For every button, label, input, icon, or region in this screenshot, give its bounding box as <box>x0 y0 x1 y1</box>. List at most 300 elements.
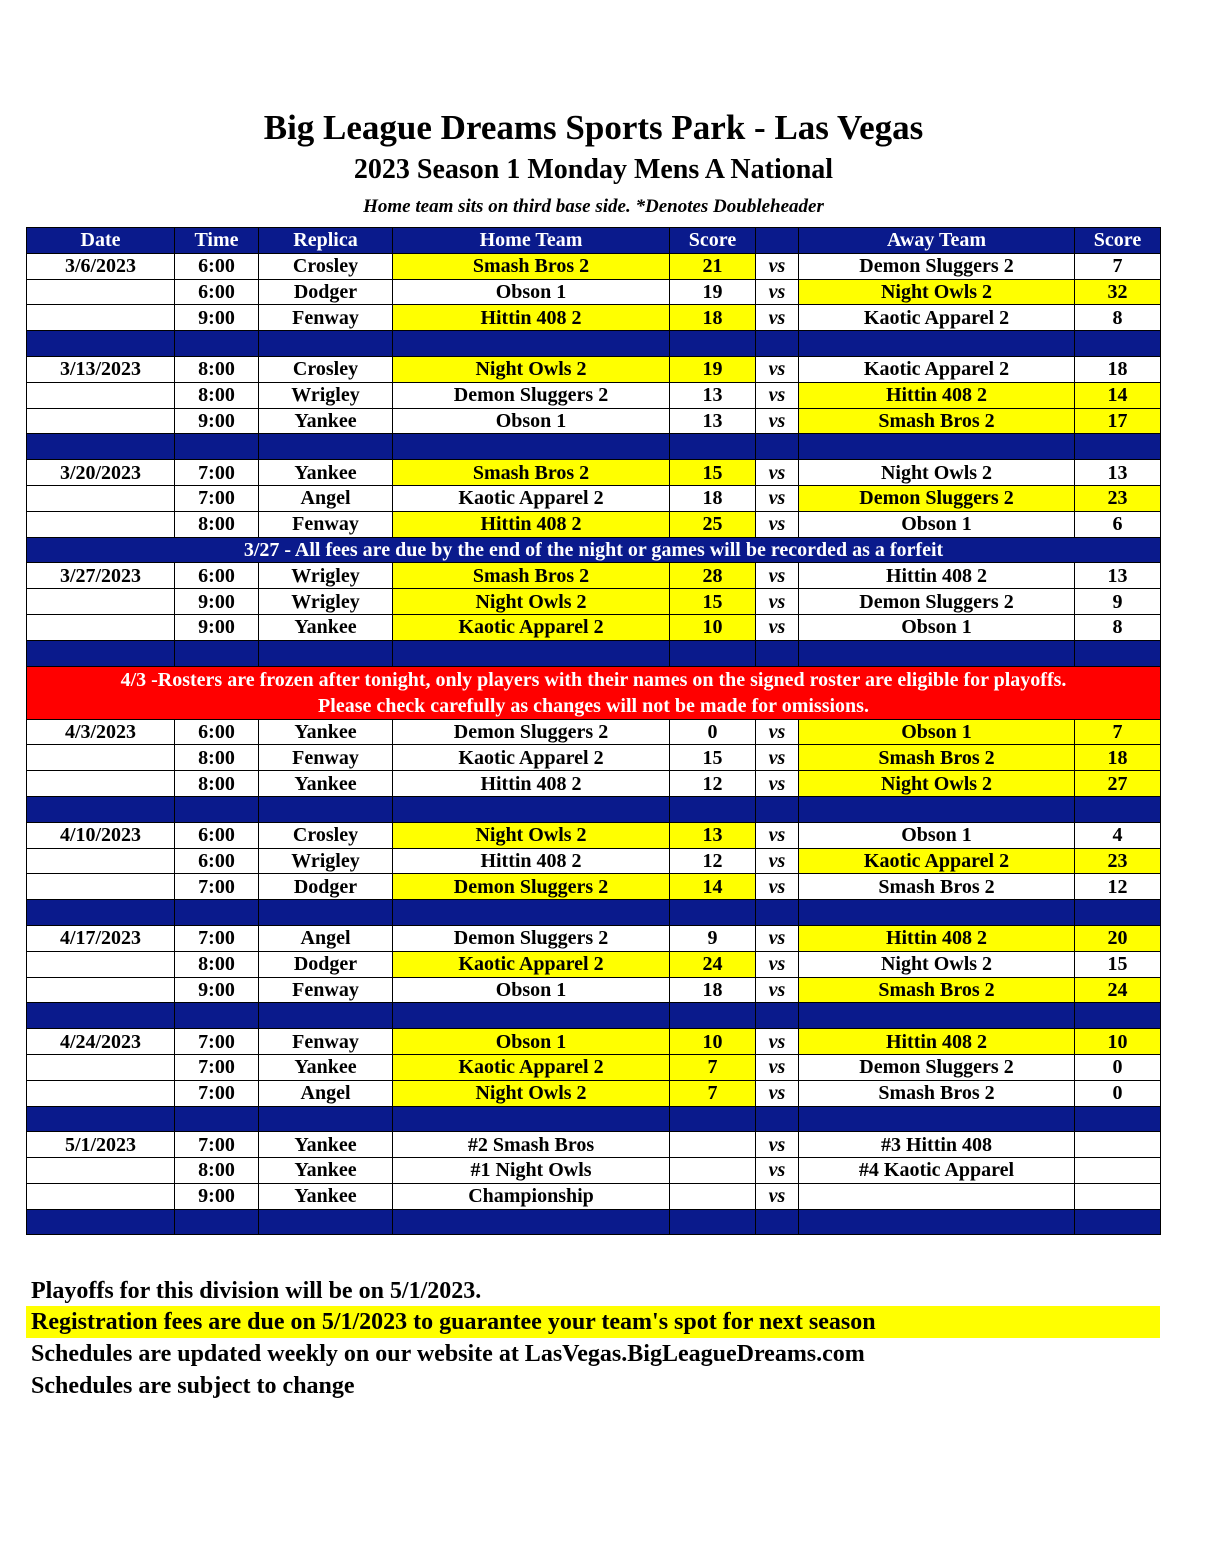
away-score: 7 <box>1075 253 1161 279</box>
alert-row <box>27 666 1161 719</box>
game-row <box>27 589 1161 615</box>
home-team: Demon Sluggers 2 <box>393 925 670 951</box>
home-team: Kaotic Apparel 2 <box>393 745 670 771</box>
separator-cell <box>799 1106 1075 1132</box>
week-separator <box>27 640 1161 666</box>
away-score: 23 <box>1075 848 1161 874</box>
away-team: Smash Bros 2 <box>799 1080 1075 1106</box>
game-row <box>27 382 1161 408</box>
away-team: #4 Kaotic Apparel <box>799 1158 1075 1184</box>
game-replica-field: Yankee <box>259 1158 393 1184</box>
game-row <box>27 511 1161 537</box>
separator-cell <box>393 434 670 460</box>
separator-cell <box>799 1209 1075 1235</box>
away-score: 4 <box>1075 822 1161 848</box>
game-replica-field: Yankee <box>259 408 393 434</box>
vs-label: vs <box>756 977 799 1003</box>
home-team: Hittin 408 2 <box>393 305 670 331</box>
game-time: 7:00 <box>175 1029 259 1055</box>
away-score: 13 <box>1075 460 1161 486</box>
separator-cell <box>756 331 799 357</box>
home-team: Kaotic Apparel 2 <box>393 1054 670 1080</box>
game-replica-field: Angel <box>259 925 393 951</box>
home-score: 13 <box>670 382 756 408</box>
game-date <box>27 745 175 771</box>
home-team: Night Owls 2 <box>393 822 670 848</box>
separator-cell <box>670 1209 756 1235</box>
game-replica-field: Angel <box>259 1080 393 1106</box>
separator-cell <box>670 1003 756 1029</box>
game-row <box>27 951 1161 977</box>
separator-cell <box>393 331 670 357</box>
game-time: 8:00 <box>175 382 259 408</box>
vs-label: vs <box>756 822 799 848</box>
col-vs <box>756 228 799 254</box>
separator-cell <box>27 640 175 666</box>
game-row <box>27 305 1161 331</box>
game-time: 8:00 <box>175 356 259 382</box>
away-team: Demon Sluggers 2 <box>799 485 1075 511</box>
game-time: 7:00 <box>175 874 259 900</box>
roster-alert <box>27 666 1161 719</box>
week-separator <box>27 331 1161 357</box>
game-replica-field: Dodger <box>259 951 393 977</box>
home-score <box>670 1183 756 1209</box>
game-time: 9:00 <box>175 614 259 640</box>
game-date: 4/24/2023 <box>27 1029 175 1055</box>
away-team: Night Owls 2 <box>799 951 1075 977</box>
game-row <box>27 1132 1161 1158</box>
game-time: 9:00 <box>175 589 259 615</box>
game-time: 9:00 <box>175 1183 259 1209</box>
home-team: Night Owls 2 <box>393 356 670 382</box>
separator-cell <box>27 1106 175 1132</box>
game-date: 3/13/2023 <box>27 356 175 382</box>
home-team: Kaotic Apparel 2 <box>393 951 670 977</box>
away-team: Smash Bros 2 <box>799 977 1075 1003</box>
home-team: Obson 1 <box>393 279 670 305</box>
game-row <box>27 485 1161 511</box>
separator-cell <box>175 1003 259 1029</box>
away-team: Smash Bros 2 <box>799 745 1075 771</box>
game-row <box>27 719 1161 745</box>
separator-cell <box>756 900 799 926</box>
home-score: 18 <box>670 977 756 1003</box>
game-date <box>27 408 175 434</box>
game-time: 7:00 <box>175 1080 259 1106</box>
away-team: Smash Bros 2 <box>799 408 1075 434</box>
game-replica-field: Crosley <box>259 253 393 279</box>
vs-label: vs <box>756 382 799 408</box>
separator-cell <box>393 1209 670 1235</box>
game-row <box>27 1029 1161 1055</box>
game-row <box>27 279 1161 305</box>
game-row <box>27 614 1161 640</box>
game-replica-field: Yankee <box>259 719 393 745</box>
vs-label: vs <box>756 848 799 874</box>
home-score: 28 <box>670 563 756 589</box>
vs-label: vs <box>756 925 799 951</box>
separator-cell <box>27 1003 175 1029</box>
home-team: Smash Bros 2 <box>393 563 670 589</box>
separator-cell <box>259 1003 393 1029</box>
home-score: 15 <box>670 460 756 486</box>
game-replica-field: Wrigley <box>259 589 393 615</box>
separator-cell <box>799 900 1075 926</box>
week-separator <box>27 1209 1161 1235</box>
vs-label: vs <box>756 408 799 434</box>
away-team: Kaotic Apparel 2 <box>799 356 1075 382</box>
away-team: Night Owls 2 <box>799 460 1075 486</box>
home-team: #1 Night Owls <box>393 1158 670 1184</box>
home-team: #2 Smash Bros <box>393 1132 670 1158</box>
away-team: Obson 1 <box>799 511 1075 537</box>
away-team: #3 Hittin 408 <box>799 1132 1075 1158</box>
game-date <box>27 771 175 797</box>
game-row <box>27 408 1161 434</box>
separator-cell <box>756 1106 799 1132</box>
home-score: 9 <box>670 925 756 951</box>
vs-label: vs <box>756 511 799 537</box>
away-team: Demon Sluggers 2 <box>799 1054 1075 1080</box>
vs-label: vs <box>756 719 799 745</box>
game-replica-field: Wrigley <box>259 848 393 874</box>
separator-cell <box>1075 640 1161 666</box>
separator-cell <box>393 796 670 822</box>
away-score: 14 <box>1075 382 1161 408</box>
game-time: 9:00 <box>175 305 259 331</box>
separator-cell <box>670 1106 756 1132</box>
away-team: Night Owls 2 <box>799 771 1075 797</box>
schedule-note: Home team sits on third base side. *Denotes Doubleheader <box>363 196 824 217</box>
game-time: 6:00 <box>175 719 259 745</box>
header-row <box>27 228 1161 254</box>
away-team: Hittin 408 2 <box>799 382 1075 408</box>
game-replica-field: Fenway <box>259 977 393 1003</box>
separator-cell <box>799 331 1075 357</box>
away-team <box>799 1183 1075 1209</box>
separator-cell <box>1075 1003 1161 1029</box>
game-time: 9:00 <box>175 408 259 434</box>
home-score: 12 <box>670 771 756 797</box>
vs-label: vs <box>756 1080 799 1106</box>
away-score <box>1075 1183 1161 1209</box>
game-replica-field: Wrigley <box>259 382 393 408</box>
game-row <box>27 822 1161 848</box>
vs-label: vs <box>756 279 799 305</box>
away-score: 17 <box>1075 408 1161 434</box>
schedule-body <box>27 253 1161 1235</box>
home-score: 7 <box>670 1054 756 1080</box>
game-time: 6:00 <box>175 279 259 305</box>
vs-label: vs <box>756 1054 799 1080</box>
separator-cell <box>27 434 175 460</box>
home-score: 25 <box>670 511 756 537</box>
game-row <box>27 356 1161 382</box>
away-score: 18 <box>1075 356 1161 382</box>
week-separator <box>27 900 1161 926</box>
page-title: Big League Dreams Sports Park - Las Vegas <box>263 108 924 147</box>
home-team: Kaotic Apparel 2 <box>393 485 670 511</box>
away-team: Kaotic Apparel 2 <box>799 305 1075 331</box>
home-score: 7 <box>670 1080 756 1106</box>
away-score <box>1075 1158 1161 1184</box>
schedule-table <box>26 227 1161 1235</box>
roster-alert-line1: 4/3 -Rosters are frozen after tonight, only players with their names on the signed roster are eligible for playoffs. <box>120 668 1067 691</box>
game-time: 6:00 <box>175 563 259 589</box>
col-away-team: Away Team <box>799 228 1075 254</box>
home-team: Hittin 408 2 <box>393 511 670 537</box>
website-note: Schedules are updated weekly on our website at LasVegas.BigLeagueDreams.com <box>31 1341 865 1367</box>
game-date <box>27 1054 175 1080</box>
separator-cell <box>175 331 259 357</box>
separator-cell <box>175 1106 259 1132</box>
col-home-team: Home Team <box>393 228 670 254</box>
separator-cell <box>259 434 393 460</box>
game-date <box>27 589 175 615</box>
separator-cell <box>1075 331 1161 357</box>
game-row <box>27 848 1161 874</box>
game-replica-field: Fenway <box>259 745 393 771</box>
away-score: 6 <box>1075 511 1161 537</box>
game-date <box>27 305 175 331</box>
away-team: Obson 1 <box>799 614 1075 640</box>
separator-cell <box>756 1003 799 1029</box>
game-time: 7:00 <box>175 1132 259 1158</box>
separator-cell <box>670 331 756 357</box>
col-replica: Replica <box>259 228 393 254</box>
page-subtitle: 2023 Season 1 Monday Mens A National <box>353 154 834 185</box>
game-date: 4/3/2023 <box>27 719 175 745</box>
home-score: 18 <box>670 305 756 331</box>
game-row <box>27 1158 1161 1184</box>
game-date <box>27 511 175 537</box>
home-score: 10 <box>670 1029 756 1055</box>
home-score: 19 <box>670 356 756 382</box>
game-replica-field: Crosley <box>259 822 393 848</box>
separator-cell <box>175 640 259 666</box>
game-row <box>27 771 1161 797</box>
game-replica-field: Dodger <box>259 279 393 305</box>
home-score: 19 <box>670 279 756 305</box>
game-date <box>27 382 175 408</box>
home-team: Obson 1 <box>393 408 670 434</box>
home-team: Smash Bros 2 <box>393 460 670 486</box>
game-date <box>27 951 175 977</box>
vs-label: vs <box>756 589 799 615</box>
separator-cell <box>259 331 393 357</box>
col-away-score: Score <box>1075 228 1161 254</box>
home-score: 15 <box>670 745 756 771</box>
game-time: 7:00 <box>175 460 259 486</box>
home-score: 13 <box>670 408 756 434</box>
vs-label: vs <box>756 1158 799 1184</box>
game-date: 4/10/2023 <box>27 822 175 848</box>
separator-cell <box>393 1106 670 1132</box>
vs-label: vs <box>756 253 799 279</box>
separator-cell <box>756 1209 799 1235</box>
separator-cell <box>1075 434 1161 460</box>
separator-cell <box>259 796 393 822</box>
home-team: Hittin 408 2 <box>393 771 670 797</box>
away-score: 0 <box>1075 1080 1161 1106</box>
separator-cell <box>393 900 670 926</box>
separator-cell <box>756 796 799 822</box>
game-time: 8:00 <box>175 745 259 771</box>
vs-label: vs <box>756 356 799 382</box>
game-row <box>27 874 1161 900</box>
week-separator <box>27 1003 1161 1029</box>
game-date <box>27 848 175 874</box>
home-score <box>670 1132 756 1158</box>
fees-notice: 3/27 - All fees are due by the end of the night or games will be recorded as a forfeit <box>27 537 1161 563</box>
home-score: 18 <box>670 485 756 511</box>
vs-label: vs <box>756 460 799 486</box>
vs-label: vs <box>756 874 799 900</box>
registration-note: Registration fees are due on 5/1/2023 to guarantee your team's spot for next season <box>26 1306 1160 1338</box>
vs-label: vs <box>756 614 799 640</box>
vs-label: vs <box>756 305 799 331</box>
away-team: Hittin 408 2 <box>799 563 1075 589</box>
separator-cell <box>27 900 175 926</box>
game-replica-field: Yankee <box>259 460 393 486</box>
change-note: Schedules are subject to change <box>31 1373 355 1399</box>
home-score: 24 <box>670 951 756 977</box>
week-separator <box>27 434 1161 460</box>
game-date: 3/27/2023 <box>27 563 175 589</box>
game-row <box>27 1080 1161 1106</box>
home-team: Night Owls 2 <box>393 589 670 615</box>
away-score: 7 <box>1075 719 1161 745</box>
game-row <box>27 1183 1161 1209</box>
game-row <box>27 977 1161 1003</box>
separator-cell <box>175 1209 259 1235</box>
game-time: 6:00 <box>175 822 259 848</box>
away-team: Demon Sluggers 2 <box>799 253 1075 279</box>
game-date <box>27 614 175 640</box>
game-time: 6:00 <box>175 848 259 874</box>
game-time: 8:00 <box>175 951 259 977</box>
game-time: 8:00 <box>175 511 259 537</box>
separator-cell <box>259 1209 393 1235</box>
game-replica-field: Crosley <box>259 356 393 382</box>
away-score: 18 <box>1075 745 1161 771</box>
col-time: Time <box>175 228 259 254</box>
separator-cell <box>670 900 756 926</box>
game-time: 7:00 <box>175 485 259 511</box>
game-row <box>27 1054 1161 1080</box>
game-date <box>27 485 175 511</box>
home-score: 10 <box>670 614 756 640</box>
separator-cell <box>756 640 799 666</box>
game-replica-field: Wrigley <box>259 563 393 589</box>
separator-cell <box>175 434 259 460</box>
home-score: 15 <box>670 589 756 615</box>
separator-cell <box>670 434 756 460</box>
home-team: Obson 1 <box>393 977 670 1003</box>
game-time: 8:00 <box>175 1158 259 1184</box>
game-date <box>27 1183 175 1209</box>
game-replica-field: Yankee <box>259 1183 393 1209</box>
away-team: Demon Sluggers 2 <box>799 589 1075 615</box>
game-row <box>27 745 1161 771</box>
separator-cell <box>27 796 175 822</box>
vs-label: vs <box>756 771 799 797</box>
home-team: Obson 1 <box>393 1029 670 1055</box>
away-score: 9 <box>1075 589 1161 615</box>
separator-cell <box>1075 900 1161 926</box>
away-score: 23 <box>1075 485 1161 511</box>
game-replica-field: Yankee <box>259 771 393 797</box>
away-score: 32 <box>1075 279 1161 305</box>
away-score: 12 <box>1075 874 1161 900</box>
separator-cell <box>259 900 393 926</box>
separator-cell <box>259 1106 393 1132</box>
home-team: Demon Sluggers 2 <box>393 874 670 900</box>
away-score: 8 <box>1075 305 1161 331</box>
separator-cell <box>393 1003 670 1029</box>
away-team: Obson 1 <box>799 719 1075 745</box>
away-score: 13 <box>1075 563 1161 589</box>
away-score: 15 <box>1075 951 1161 977</box>
game-replica-field: Dodger <box>259 874 393 900</box>
separator-cell <box>1075 796 1161 822</box>
away-score: 20 <box>1075 925 1161 951</box>
game-replica-field: Yankee <box>259 614 393 640</box>
away-score: 8 <box>1075 614 1161 640</box>
vs-label: vs <box>756 563 799 589</box>
game-date <box>27 1080 175 1106</box>
separator-cell <box>799 796 1075 822</box>
home-team: Demon Sluggers 2 <box>393 719 670 745</box>
game-replica-field: Fenway <box>259 1029 393 1055</box>
separator-cell <box>670 796 756 822</box>
home-team: Demon Sluggers 2 <box>393 382 670 408</box>
game-date <box>27 279 175 305</box>
away-score <box>1075 1132 1161 1158</box>
home-team: Kaotic Apparel 2 <box>393 614 670 640</box>
col-home-score: Score <box>670 228 756 254</box>
game-row <box>27 925 1161 951</box>
away-score: 10 <box>1075 1029 1161 1055</box>
game-row <box>27 253 1161 279</box>
away-team: Obson 1 <box>799 822 1075 848</box>
game-replica-field: Angel <box>259 485 393 511</box>
separator-cell <box>799 434 1075 460</box>
away-score: 27 <box>1075 771 1161 797</box>
home-score: 21 <box>670 253 756 279</box>
away-score: 0 <box>1075 1054 1161 1080</box>
game-date: 4/17/2023 <box>27 925 175 951</box>
game-row <box>27 563 1161 589</box>
away-team: Kaotic Apparel 2 <box>799 848 1075 874</box>
game-time: 8:00 <box>175 771 259 797</box>
separator-cell <box>1075 1209 1161 1235</box>
vs-label: vs <box>756 1029 799 1055</box>
game-time: 6:00 <box>175 253 259 279</box>
game-date: 3/20/2023 <box>27 460 175 486</box>
game-date: 3/6/2023 <box>27 253 175 279</box>
home-team: Night Owls 2 <box>393 1080 670 1106</box>
game-date <box>27 1158 175 1184</box>
game-time: 7:00 <box>175 1054 259 1080</box>
game-time: 7:00 <box>175 925 259 951</box>
week-separator <box>27 1106 1161 1132</box>
game-replica-field: Yankee <box>259 1054 393 1080</box>
game-date <box>27 874 175 900</box>
home-score: 13 <box>670 822 756 848</box>
vs-label: vs <box>756 1132 799 1158</box>
